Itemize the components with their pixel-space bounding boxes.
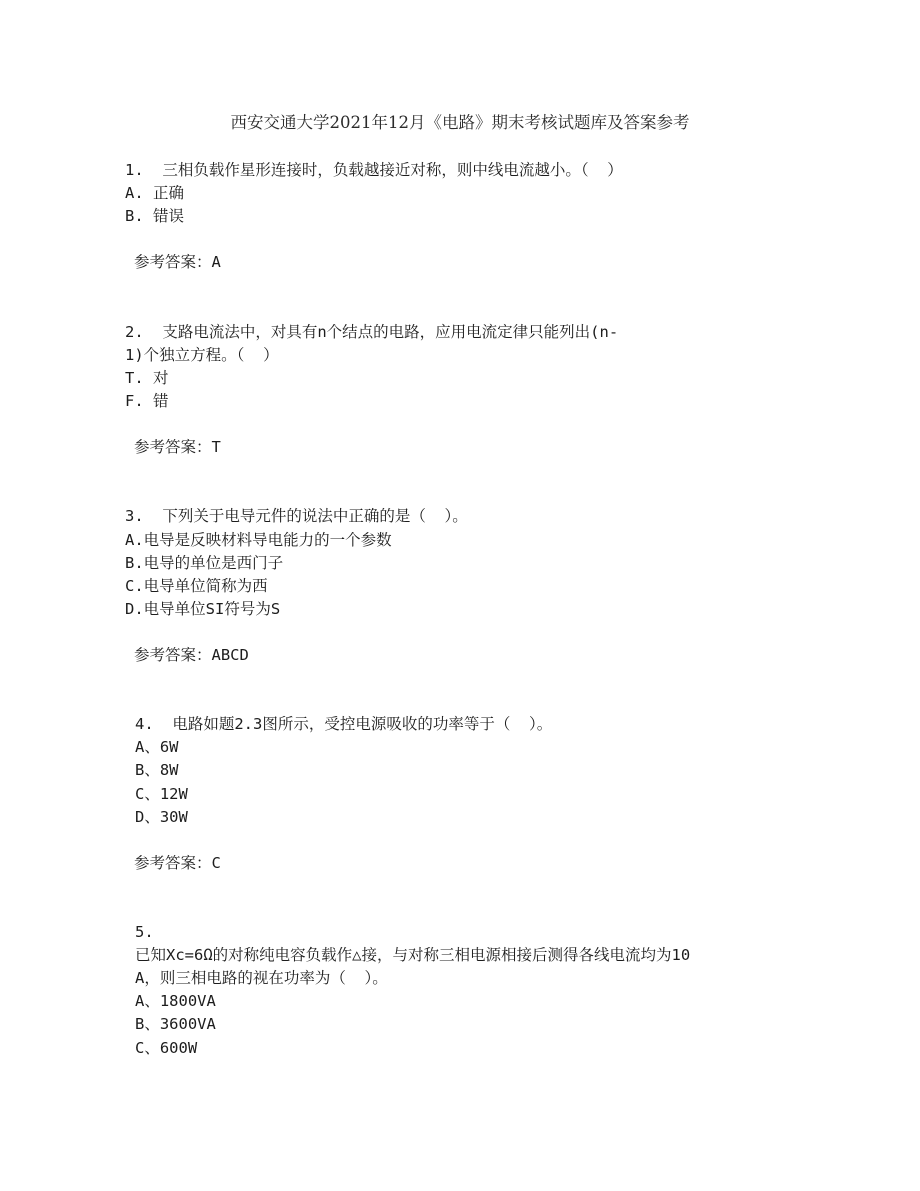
- blank-line: [125, 298, 885, 321]
- question-3-option-a: A.电导是反映材料导电能力的一个参数: [125, 530, 392, 549]
- question-3-stem-line: 3. 下列关于电导元件的说法中正确的是（ ）。: [125, 507, 468, 526]
- question-4-option-b: B、8W: [135, 761, 179, 780]
- answer-label: 参考答案：: [134, 853, 212, 872]
- question-2-stem-line-1: 2. 支路电流法中，对具有n个结点的电路，应用电流定律只能列出(n-: [125, 322, 619, 341]
- document-body: [125, 159, 885, 1060]
- blank-line: [125, 898, 885, 921]
- question-5-stem-line-2: A，则三相电路的视在功率为（ ）。: [135, 969, 388, 988]
- question-4-option-d: D、30W: [135, 807, 188, 826]
- question-3-option-c: C.电导单位简称为西: [125, 576, 268, 595]
- blank-line: [125, 482, 885, 505]
- blank-line: [125, 228, 885, 251]
- question-5-option-a: A、1800VA: [135, 992, 216, 1011]
- blank-line: [125, 459, 885, 482]
- blank-line: [125, 667, 885, 690]
- blank-line: [125, 875, 885, 898]
- question-1-answer-line: [125, 251, 885, 274]
- blank-line: [125, 621, 885, 644]
- answer-label: 参考答案：: [134, 253, 212, 272]
- answer-value: A: [211, 253, 221, 272]
- question-2-stem-line-2: 1)个独立方程。（ ）: [125, 345, 279, 364]
- answer-value: C: [211, 853, 221, 872]
- blank-line: [125, 829, 885, 852]
- question-1-option-a: A. 正确: [125, 184, 184, 203]
- page-title: 西安交通大学2021年12月《电路》期末考核试题库及答案参考: [230, 113, 690, 132]
- question-3-option-b: B.电导的单位是西门子: [125, 553, 284, 572]
- answer-value: T: [211, 438, 221, 457]
- question-3-option-d: D.电导单位SI符号为S: [125, 599, 281, 618]
- answer-value: ABCD: [211, 645, 249, 664]
- question-2-option-f: F. 错: [125, 391, 169, 410]
- question-1-option-b: B. 错误: [125, 207, 184, 226]
- blank-line: [125, 274, 885, 297]
- question-2-option-t: T. 对: [125, 368, 169, 387]
- question-4-stem-line: 4. 电路如题2.3图所示，受控电源吸收的功率等于（ ）。: [135, 715, 553, 734]
- answer-label: 参考答案：: [134, 438, 212, 457]
- question-4-option-a: A、6W: [135, 738, 179, 757]
- blank-line: [125, 690, 885, 713]
- question-4-option-c: C、12W: [135, 784, 188, 803]
- question-3-answer-line: [125, 644, 885, 667]
- question-1-stem-line: 1. 三相负载作星形连接时，负载越接近对称，则中线电流越小。（ ）: [125, 161, 623, 179]
- answer-label: 参考答案：: [134, 645, 212, 664]
- blank-line: [125, 413, 885, 436]
- question-2-answer-line: [125, 436, 885, 459]
- question-5-number-line: 5.: [135, 923, 154, 942]
- question-5-option-c: C、600W: [135, 1038, 198, 1057]
- question-5-stem-line-1: 已知Xc=6Ω的对称纯电容负载作△接，与对称三相电源相接后测得各线电流均为10: [135, 946, 691, 965]
- question-4-answer-line: [125, 852, 885, 875]
- question-5-option-b: B、3600VA: [135, 1015, 216, 1034]
